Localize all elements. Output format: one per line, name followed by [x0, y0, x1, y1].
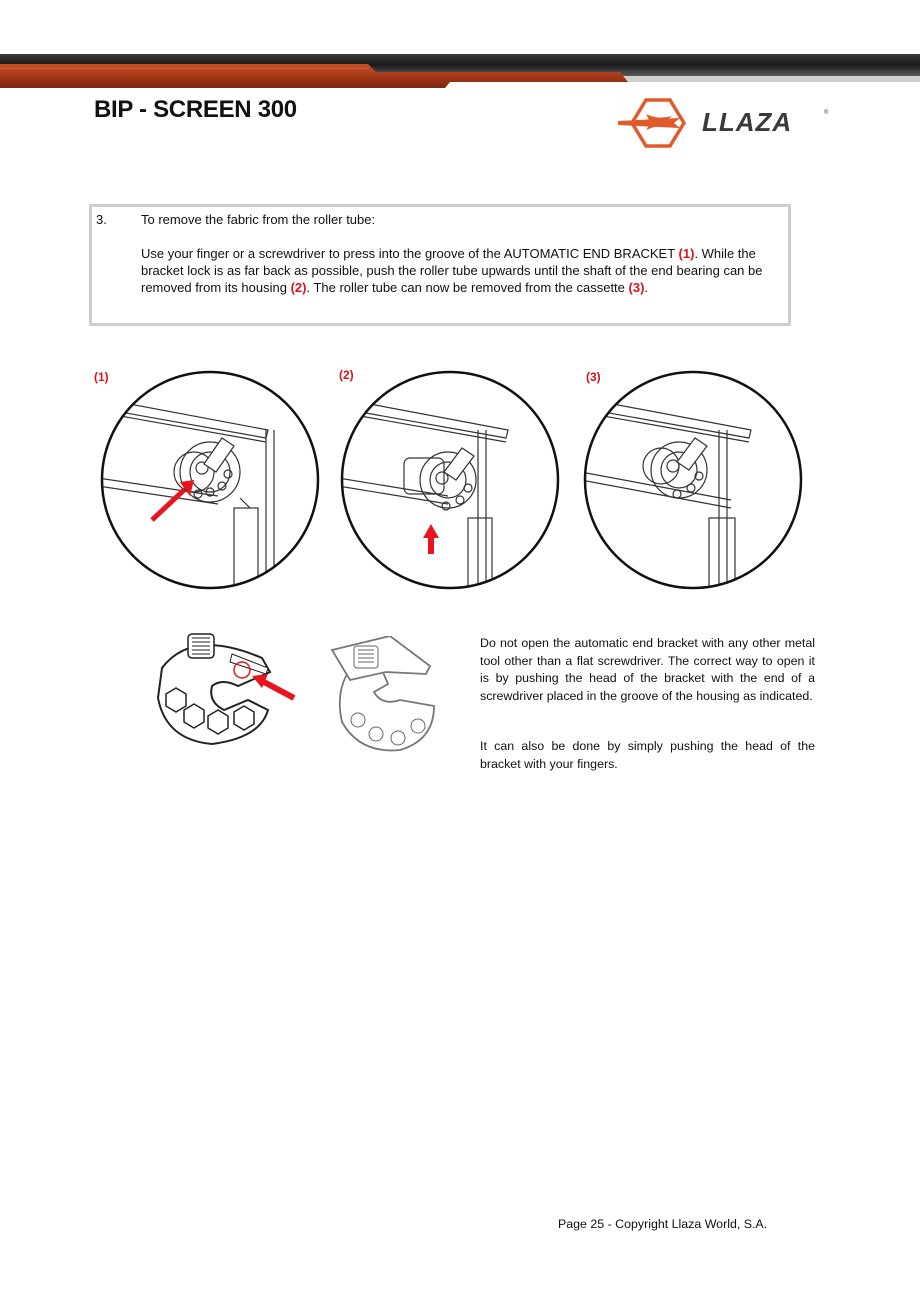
ref-3: (3)	[628, 280, 645, 295]
step-body	[141, 245, 781, 296]
ref-2: (2)	[290, 280, 307, 295]
figure-label-3: (3)	[586, 370, 601, 384]
step-text-4: .	[644, 280, 649, 295]
figure-label-2: (2)	[339, 368, 354, 382]
step-title: To remove the fabric from the roller tube:	[141, 212, 376, 227]
detail-figure-2	[338, 368, 562, 592]
svg-text:®: ®	[824, 110, 829, 116]
page-footer: Page 25 - Copyright Llaza World, S.A.	[558, 1217, 768, 1231]
bracket-groove-figure	[152, 628, 302, 748]
step-text-3: . The roller tube can now be removed from the cassette	[306, 280, 629, 295]
step-text-1: Use your finger or a screwdriver to press into the groove of the AUTOMATIC END BRACKET	[141, 246, 679, 261]
bracket-open-figure	[330, 636, 440, 754]
step-number: 3.	[96, 212, 107, 227]
detail-figure-1	[98, 368, 322, 592]
svg-text:LLAZA: LLAZA	[702, 107, 793, 137]
alternative-note: It can also be done by simply pushing the head of the bracket with your fingers.	[480, 739, 815, 771]
step-text-2: . While the bracket lock is as far back as possible, push the roller tube upwards until the shaft of the end bearing can be removed from its housing	[141, 246, 763, 295]
detail-figure-3	[581, 368, 805, 592]
ref-1: (1)	[678, 246, 695, 261]
warning-note: Do not open the automatic end bracket with any other metal tool other than a flat screwdriver. The correct way to open it is by pushing the head of the bracket with the end of a screwdriver placed in the groove of the housing as indicated.	[480, 636, 815, 703]
header-band	[0, 54, 920, 88]
llaza-logo	[616, 94, 832, 152]
document-title: BIP - SCREEN 300	[94, 96, 297, 123]
figure-label-1: (1)	[94, 370, 109, 384]
